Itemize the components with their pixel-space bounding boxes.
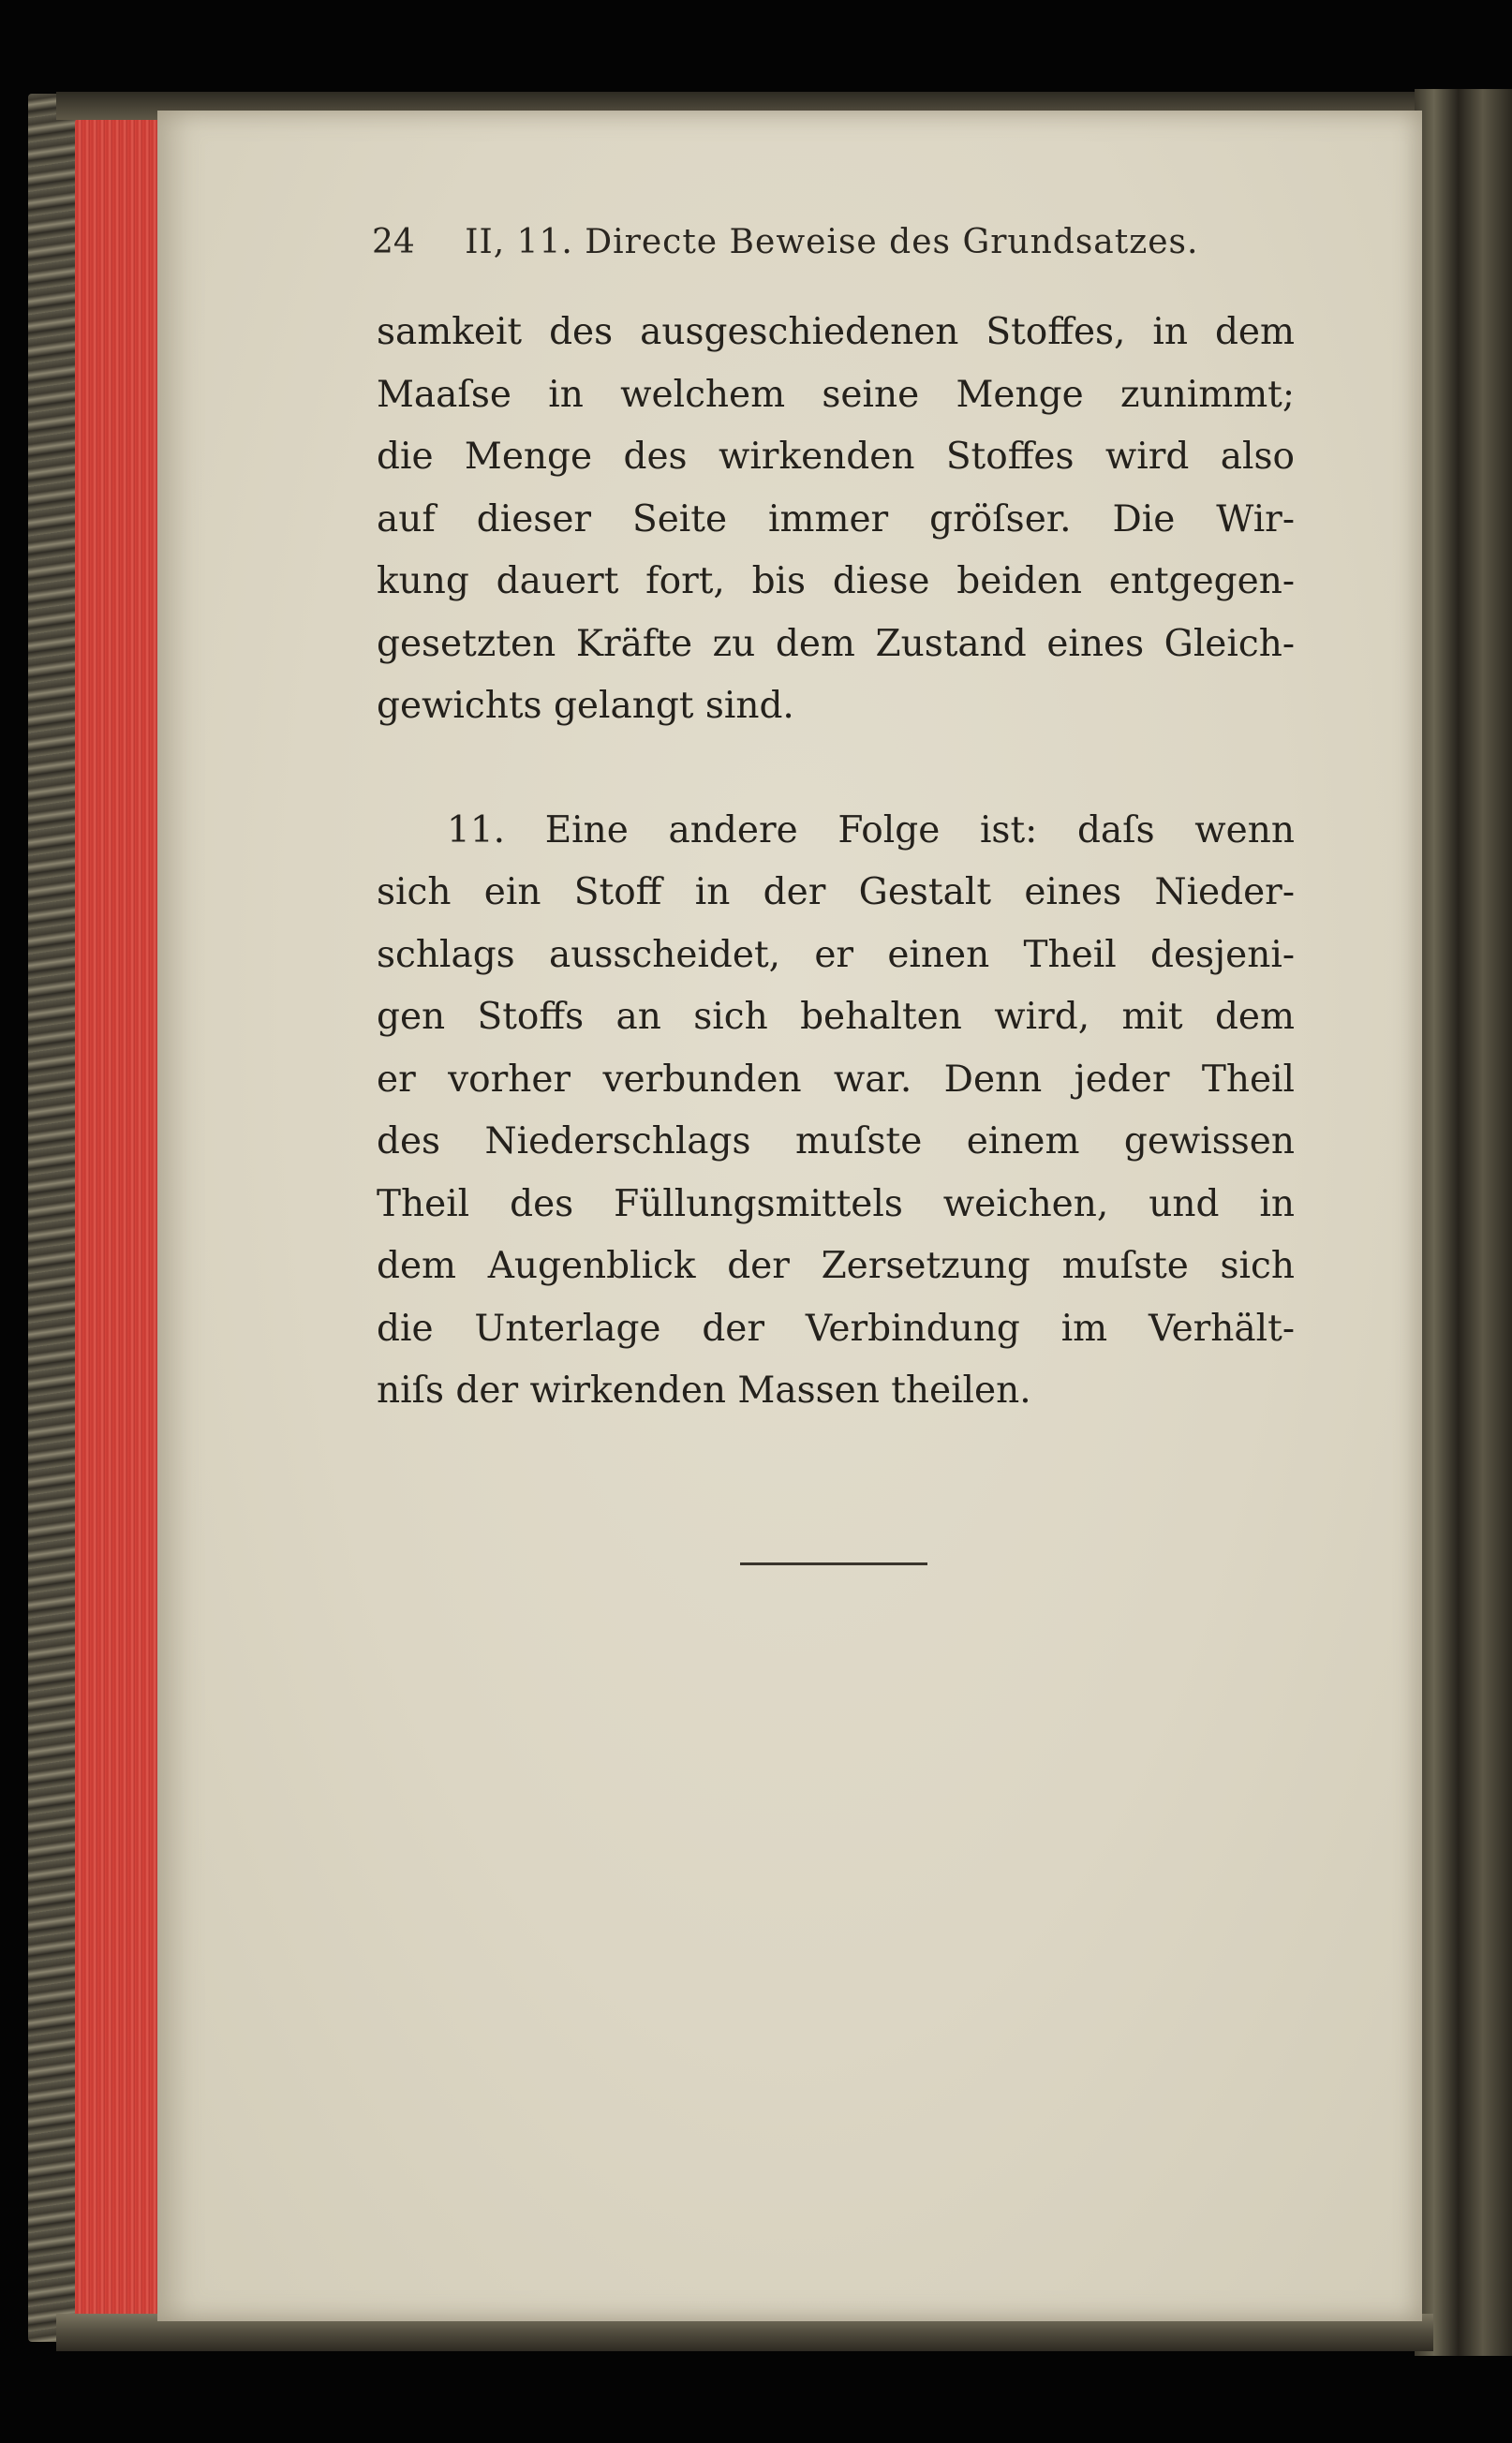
text-line: 11. Eine andere Folge ist: daſs wenn xyxy=(447,808,1295,851)
running-head xyxy=(372,223,1290,279)
text-line: auf dieser Seite immer gröſser. Die Wir- xyxy=(377,497,1295,540)
text-line: niſs der wirkenden Massen theilen. xyxy=(377,1370,1031,1412)
text-line: er vorher verbunden war. Denn jeder Theil xyxy=(377,1058,1295,1101)
text-line: samkeit des ausgeschiedenen Stoffes, in dem xyxy=(377,311,1295,353)
text-line: schlags ausscheidet, er einen Theil desjeni- xyxy=(377,933,1295,976)
right-gutter xyxy=(1415,89,1512,2356)
paragraph-1 xyxy=(377,302,1295,738)
red-page-edges xyxy=(75,117,164,2328)
paragraph-gap xyxy=(377,738,1295,800)
text-line: Maaſse in welchem seine Menge zunimmt; xyxy=(377,373,1295,416)
text-line: des Niederschlags muſste einem gewissen xyxy=(377,1120,1295,1162)
text-line: die Unterlage der Verbindung im Verhält- xyxy=(377,1307,1295,1350)
text-line: dem Augenblick der Zersetzung muſste sich xyxy=(377,1245,1295,1287)
text-line: gen Stoffs an sich behalten wird, mit dem xyxy=(377,996,1295,1038)
text-line: kung dauert fort, bis diese beiden entgegen- xyxy=(377,560,1295,602)
page-number: 24 xyxy=(372,223,415,261)
text-line: gewichts gelangt sind. xyxy=(377,685,794,727)
text-line: sich ein Stoff in der Gestalt eines Nieder- xyxy=(377,871,1295,913)
text-line: Theil des Füllungsmittels weichen, und in xyxy=(377,1182,1295,1225)
text-line: gesetzten Kräfte zu dem Zustand eines Gleich- xyxy=(377,622,1295,665)
paragraph-2 xyxy=(377,800,1295,1423)
chapter-header: II, 11. Directe Beweise des Grundsatzes. xyxy=(465,223,1199,261)
end-rule xyxy=(740,1562,927,1565)
body-text xyxy=(377,302,1295,1423)
text-line: die Menge des wirkenden Stoffes wird also xyxy=(377,436,1295,478)
